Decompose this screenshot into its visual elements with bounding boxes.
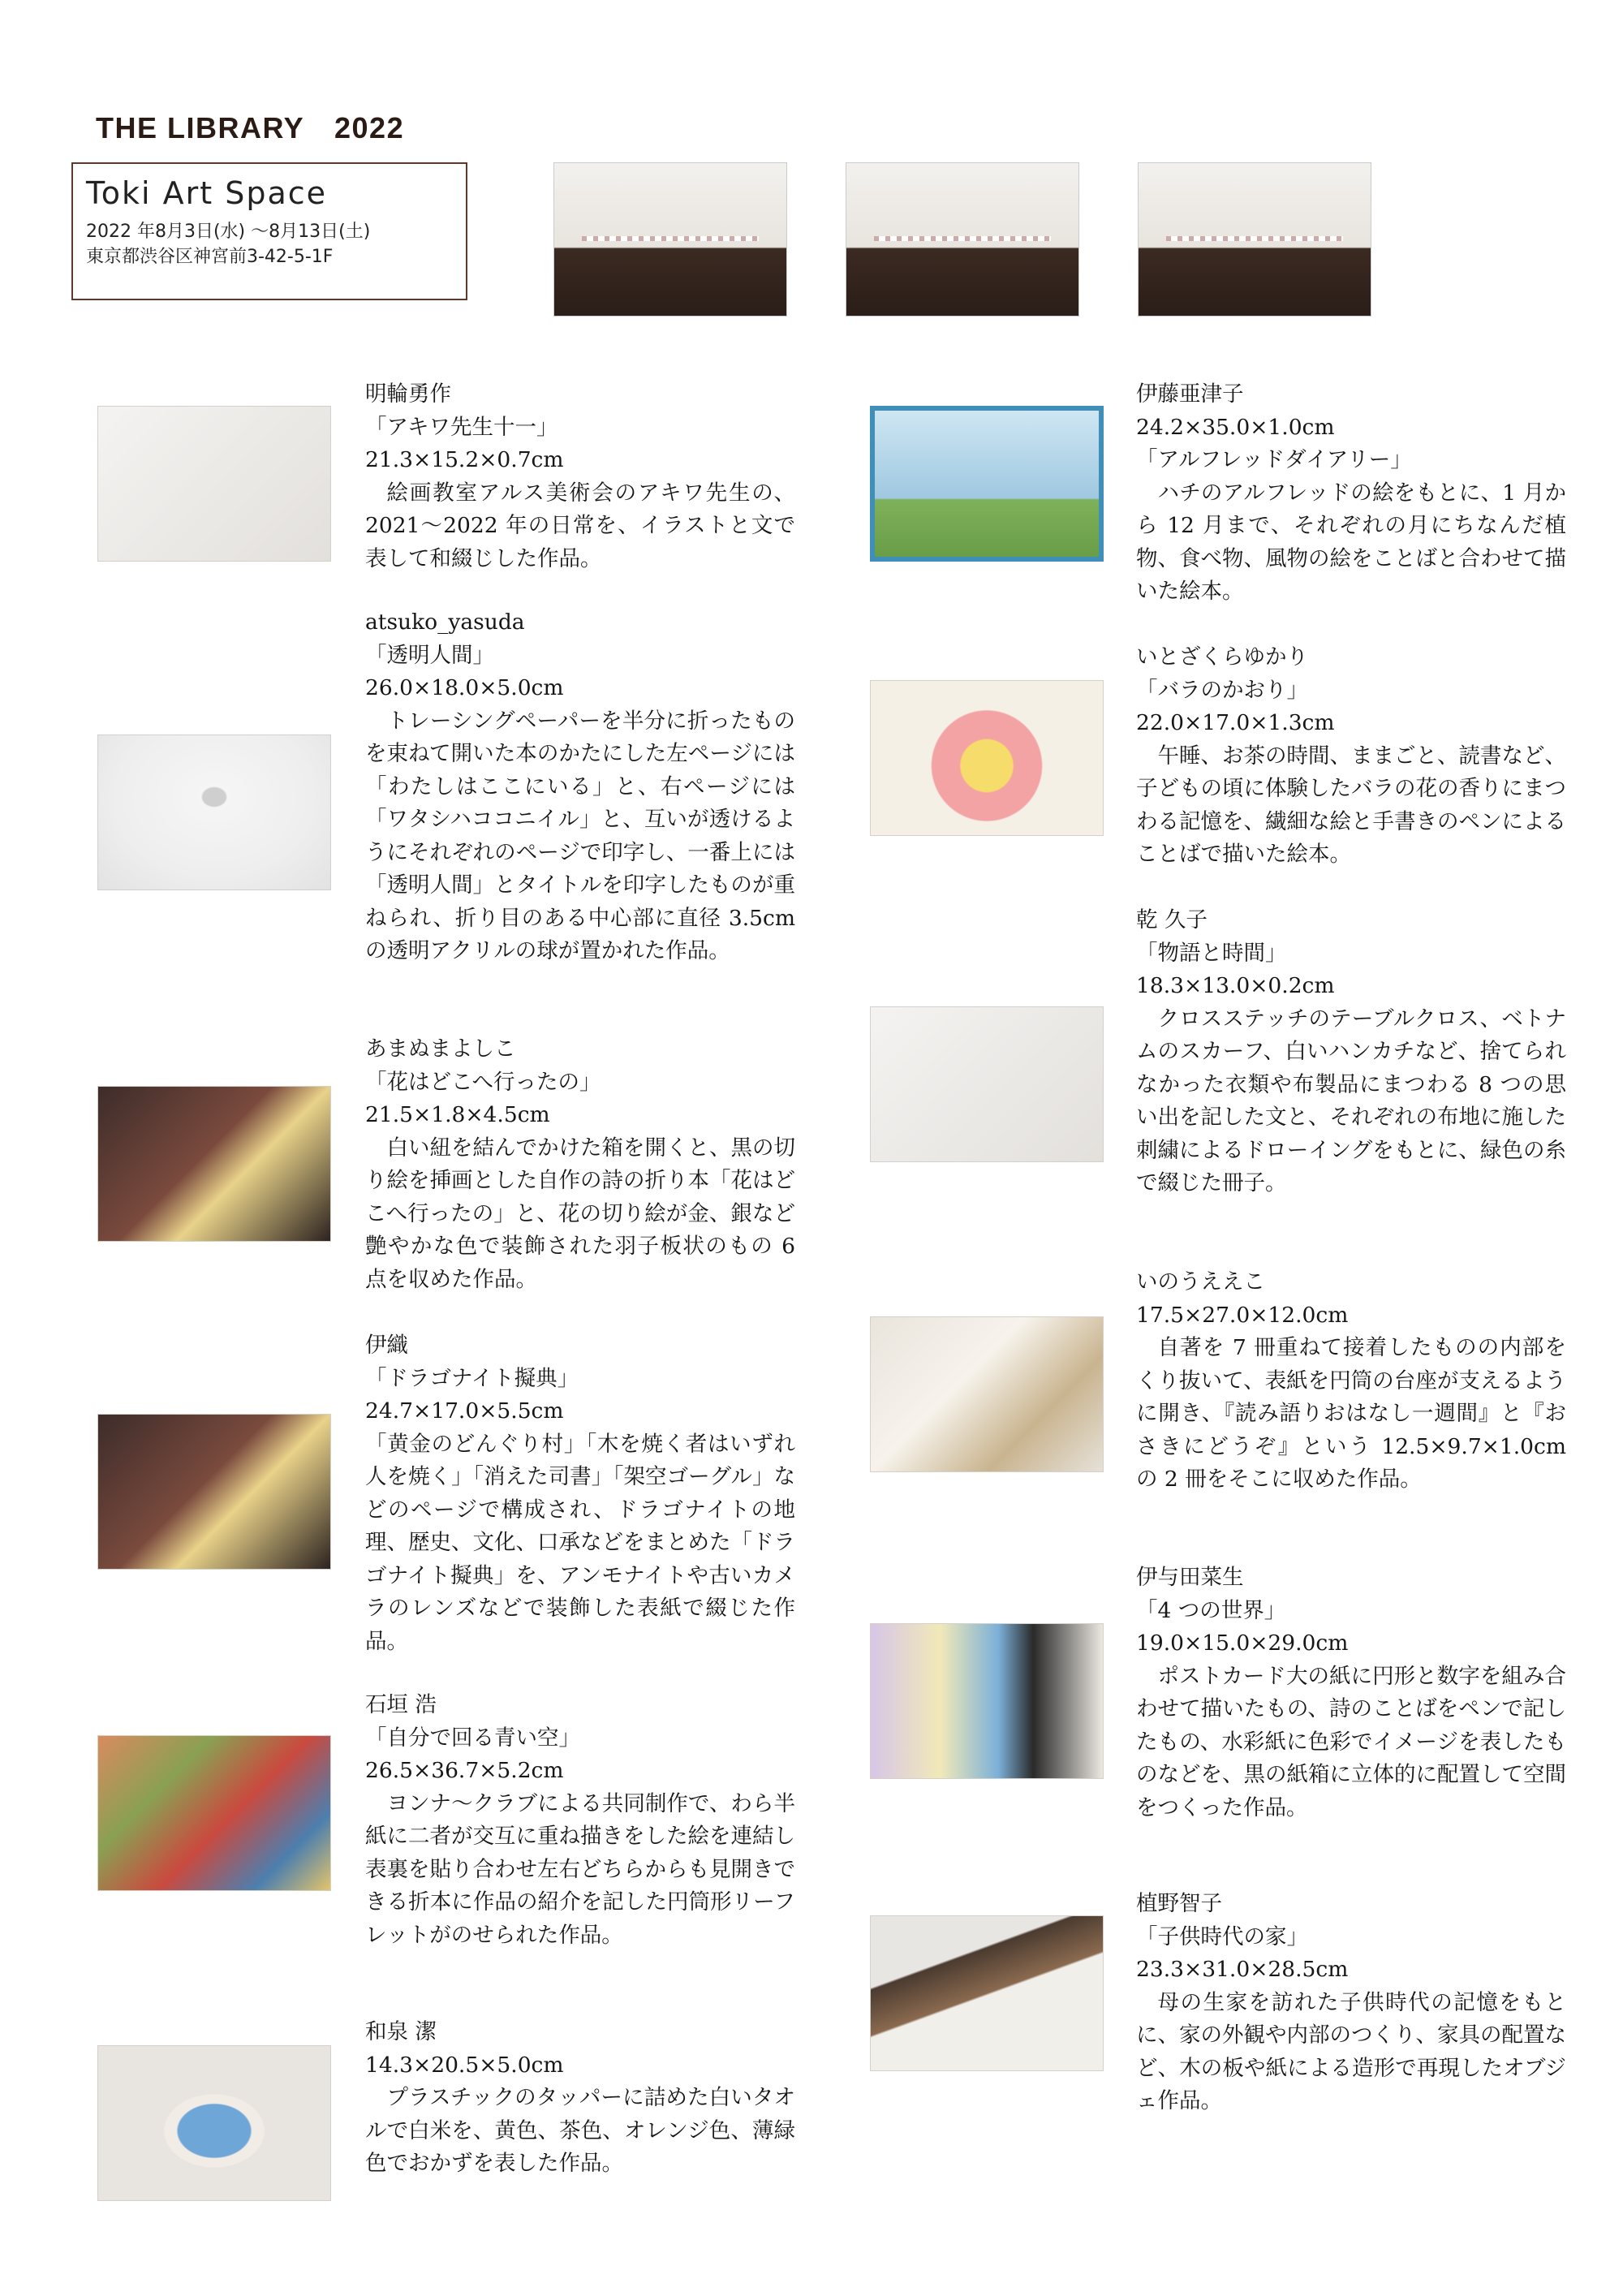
artist-name: いのうええこ (1136, 1269, 1265, 1294)
artwork-photo (97, 734, 331, 890)
venue-info-box (71, 162, 467, 300)
artwork-photo (97, 406, 331, 562)
artwork-title: 「子供時代の家」 (1136, 1923, 1308, 1949)
artwork-description: ヨンナ～クラブによる共同制作で、わら半紙に二者が交互に重ね描きをした絵を連結し表裏を貼り合わせ左右どちらからも見開きできる折本に作品の紹介を記した円筒形リーフレットがのせられた作品。 (365, 1790, 795, 1948)
artist-name: あまぬまよしこ (365, 1036, 516, 1062)
artist-name: 伊織 (365, 1333, 408, 1358)
artwork-photo (97, 1086, 331, 1242)
artwork-description: 白い紐を結んでかけた箱を開くと、黒の切り絵を挿画とした自作の詩の折り本「花はどこへ行ったの」と、花の切り絵が金、銀など艶やかな色で装飾された羽子板状のもの 6 点を収めた作品。 (365, 1135, 795, 1292)
artwork-title: 「花はどこへ行ったの」 (365, 1069, 601, 1095)
artwork-photo (97, 2045, 331, 2201)
artwork-description: 「黄金のどんぐり村」「木を焼く者はいずれ人を焼く」「消えた司書」「架空ゴーグル」などのページで構成され、ドラゴナイトの地理、歴史、文化、口承などをまとめた「ドラゴナイト擬典」を、アンモナイトや古いカメラのレンズなどで装飾した表紙で綴じた作品。 (365, 1431, 795, 1654)
artwork-size: 24.2×35.0×1.0cm (1136, 414, 1335, 440)
page-title: THE LIBRARY 2022 (96, 111, 405, 144)
artwork-description: クロスステッチのテーブルクロス、ベトナムのスカーフ、白いハンカチなど、捨てられなかった衣類や布製品にまつわる 8 つの思い出を記した文と、それぞれの布地に施した刺繍によるドローイングをもとに、緑色の糸で綴じた冊子。 (1136, 1006, 1566, 1195)
artwork-size: 26.0×18.0×5.0cm (365, 675, 564, 700)
artwork-entry (1136, 904, 1566, 1200)
artwork-entry (1136, 1562, 1566, 1824)
artwork-photo (870, 406, 1104, 562)
artwork-description: ハチのアルフレッドの絵をもとに、1 月から 12 月まで、それぞれの月にちなんだ植物、食べ物、風物の絵をことばと合わせて描いた絵本。 (1136, 480, 1566, 604)
artist-name: 和泉 潔 (365, 2019, 437, 2044)
artwork-photo (870, 680, 1104, 836)
artwork-size: 14.3×20.5×5.0cm (365, 2052, 564, 2078)
artist-name: 伊藤亜津子 (1136, 381, 1244, 407)
artist-name: 乾 久子 (1136, 907, 1208, 933)
artwork-entry (365, 606, 795, 968)
artist-name: いとざくらゆかり (1136, 644, 1308, 670)
gallery-photo (846, 162, 1079, 317)
artwork-title: 「自分で回る青い空」 (365, 1725, 580, 1751)
gallery-photo (553, 162, 787, 317)
artwork-entry (1136, 1266, 1566, 1497)
artwork-size: 18.3×13.0×0.2cm (1136, 973, 1335, 998)
artwork-entry (1136, 641, 1566, 872)
artwork-size: 22.0×17.0×1.3cm (1136, 710, 1335, 735)
artwork-description: ポストカード大の紙に円形と数字を組み合わせて描いたもの、詩のことばをペンで記したもの、水彩紙に色彩でイメージを表したものなどを、黒の紙箱に立体的に配置して空間をつくった作品。 (1136, 1663, 1566, 1820)
artist-name: 伊与田菜生 (1136, 1565, 1244, 1590)
artwork-size: 26.5×36.7×5.2cm (365, 1758, 564, 1783)
venue-address: 東京都渋谷区神宮前3-42-5-1F (86, 247, 334, 267)
artwork-entry (365, 2016, 795, 2181)
artwork-entry (365, 1329, 795, 1658)
artwork-entry (1136, 378, 1566, 609)
artwork-title: 「透明人間」 (365, 642, 494, 668)
artwork-entry (365, 378, 795, 575)
artwork-entry (365, 1689, 795, 1952)
artwork-title: 「アルフレッドダイアリー」 (1136, 447, 1412, 472)
artwork-title: 「物語と時間」 (1136, 940, 1287, 966)
artwork-size: 23.3×31.0×28.5cm (1136, 1957, 1349, 1982)
artwork-entry (365, 1033, 795, 1296)
artwork-description: 絵画教室アルス美術会のアキワ先生の、2021～2022 年の日常を、イラストと文で表して和綴じした作品。 (365, 480, 795, 571)
artwork-photo (97, 1735, 331, 1891)
artist-name: 植野智子 (1136, 1891, 1222, 1916)
artwork-photo (97, 1414, 331, 1570)
artwork-title: 「4 つの世界」 (1136, 1597, 1286, 1623)
artwork-photo (870, 1915, 1104, 2071)
artwork-title: 「バラのかおり」 (1136, 677, 1308, 703)
artwork-size: 17.5×27.0×12.0cm (1136, 1302, 1349, 1328)
artwork-photo (870, 1006, 1104, 1162)
artist-name: 明輪勇作 (365, 381, 451, 407)
artwork-description: トレーシングペーパーを半分に折ったものを束ねて開いた本のかたにした左ページには「わたしはここにいる」と、右ページには「ワタシハココニイル」と、互いが透けるようにそれぞれのページで印字し、一番上には「透明人間」とタイトルを印字したものが重ねられ、折り目のある中心部に直径 3.5cm の透明アクリルの球が置かれた作品。 (365, 708, 795, 963)
artwork-photo (870, 1623, 1104, 1779)
artwork-entry (1136, 1888, 1566, 2118)
artwork-size: 21.3×15.2×0.7cm (365, 447, 564, 472)
artwork-title: 「アキワ先生十一」 (365, 414, 558, 440)
artwork-description: 午睡、お茶の時間、ままごと、読書など、子どもの頃に体験したバラの花の香りにまつわる記憶を、繊細な絵と手書きのペンによることばで描いた絵本。 (1136, 743, 1566, 867)
artwork-title: 「ドラゴナイト擬典」 (365, 1365, 579, 1391)
gallery-photo (1138, 162, 1371, 317)
artwork-description: プラスチックのタッパーに詰めた白いタオルで白米を、黄色、茶色、オレンジ色、薄緑色でおかずを表した作品。 (365, 2085, 795, 2176)
artwork-photo (870, 1316, 1104, 1472)
venue-name: Toki Art Space (86, 175, 328, 211)
artwork-description: 母の生家を訪れた子供時代の記憶をもとに、家の外観や内部のつくり、家具の配置など、木の板や紙による造形で再現したオブジェ作品。 (1136, 1989, 1566, 2113)
artwork-size: 24.7×17.0×5.5cm (365, 1398, 564, 1424)
venue-dates: 2022 年8月3日(水) ～8月13日(土) (86, 222, 371, 242)
artist-name: atsuko_yasuda (365, 610, 525, 635)
artwork-size: 21.5×1.8×4.5cm (365, 1102, 550, 1127)
artwork-size: 19.0×15.0×29.0cm (1136, 1630, 1349, 1656)
artwork-description: 自著を 7 冊重ねて接着したものの内部をくり抜いて、表紙を円筒の台座が支えるように開き、『読み語りおはなし一週間』と『おさきにどうぞ』という 12.5×9.7×1.0cm の 2 冊をそこに収めた作品。 (1136, 1335, 1566, 1492)
artist-name: 石垣 浩 (365, 1692, 437, 1717)
